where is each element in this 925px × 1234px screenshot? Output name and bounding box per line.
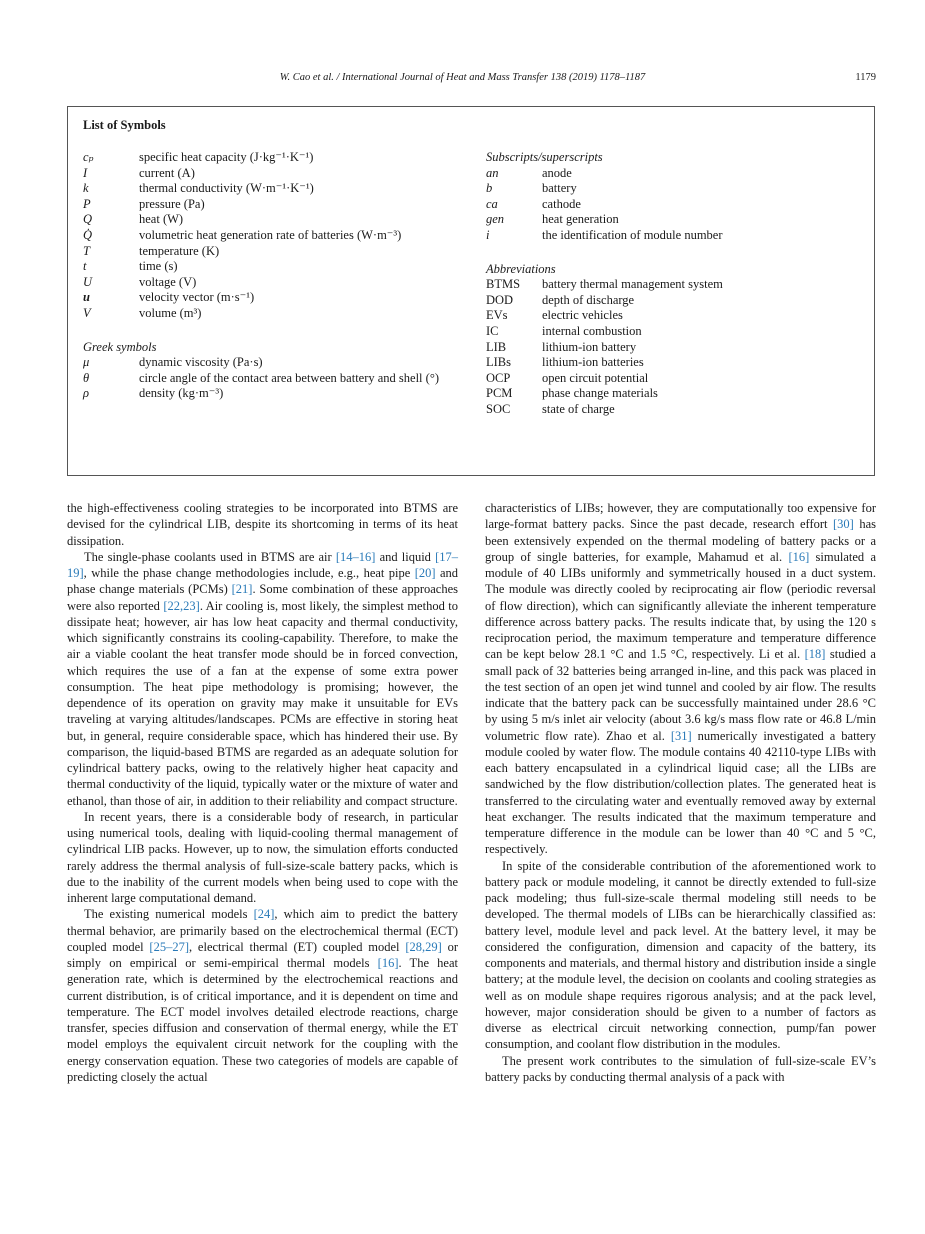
abbreviations-list [486,277,861,417]
citation-link[interactable]: [16] [377,956,399,970]
citation-link[interactable]: [17–19] [67,549,458,580]
list-of-symbols-box [67,106,875,476]
symbol-row [486,228,861,244]
body-paragraph: characteristics of LIBs; however, they are computationally too expensive for large-format battery packs. Since the past decade, research effort [30] has been extensively expended on the thermal modeling of battery packs or a group of single batteries, for example, Mahamud et al. [16] simulated a module of 40 LIBs uniformly and symmetrically housed in a duct system. The module was directly cooled by reciprocating air flow (periodic reversal of flow direction), which can significantly alleviate the inherent temperature difference across battery packs. The results indicate that, by using the 120 s reciprocation period, the maximum temperature and temperature difference can be kept below 28.1 °C and 1.5 °C, respectively. Li et al. [18] studied a small pack of 32 batteries being arranged in-line, and this pack was placed in the test section of an open jet wind tunnel and cooled by air flow. The results indicate that the battery pack can be successfully maintained under 28.6 °C by using 5 m/s inlet air velocity (about 3.6 kg/s mass flow rate or 46.8 L/min volumetric flow rate). Zhao et al. [31] numerically investigated a battery module cooled by water flow. The module contains 40 42110-type LIBs with each battery encapsulated in a cylindrical liquid case; all the LIBs are sandwiched by the flow distribution/collection plates. The generated heat is transferred to the circulating water and eventually removed away by external heat exchanger. The results indicated that the maximum temperature and temperature difference in the module can be lower than 40 °C and 5 °C, respectively. [485,501,877,857]
symbol-row [83,306,458,322]
body-paragraph: The existing numerical models [24], which aim to predict the battery thermal behavior, are primarily based on the electrochemical thermal (ECT) coupled model [25–27], electrical thermal (ET) coupled model [28,29] or simply on empirical or semi-empirical thermal models [16]. The heat generation rate, which is determined by the electrochemical reactions and current distribution, is of critical importance, and it is dependent on time and temperature. The ECT model involves detailed electrode reactions, charge transfer, species diffusion and conservation of thermal energy, while the ET model employs the equivalent circuit network for the coupling with the energy conservation equation. These two categories of models are capable of predicting closely the actual [67,907,458,1084]
symbol-term: an [486,165,499,180]
symbol-term: EVs [486,308,508,323]
symbol-row [83,150,458,166]
symbol-row [83,244,458,260]
running-header [0,72,925,88]
symbol-term: b [486,181,493,196]
symbol-row [486,386,861,402]
symbol-term: LIB [486,339,507,354]
symbol-description: density (kg·m⁻³) [139,386,224,401]
symbol-row [83,181,458,197]
symbol-description: volume (m³) [139,305,202,320]
symbol-description: state of charge [542,401,615,416]
symbol-term: Q̇ [83,227,93,242]
body-paragraph: In recent years, there is a considerable body of research, in particular using numerical tools, dealing with liquid-cooling thermal management of cylindrical LIB packs. However, up to now, the simulation efforts conducted rarely address the thermal analysis of full-size-scale battery packs, which is due to the inability of the current models when being used to cope with the inherent large computational demand. [67,809,458,905]
symbol-description: cathode [542,196,581,211]
symbol-description: the identification of module number [542,227,723,242]
symbol-row [83,290,458,306]
citation-link[interactable]: [24] [253,907,275,922]
symbol-description: battery thermal management system [542,277,723,292]
symbol-row [486,402,861,418]
body-paragraph: the high-effectiveness cooling strategies to be incorporated into BTMS are devised for the cylindrical LIB, despite its shortcoming in terms of its heat dissipation. [67,501,458,548]
citation-link[interactable]: [18] [804,647,826,662]
symbol-description: heat generation [542,212,619,227]
body-paragraph: The single-phase coolants used in BTMS are air [14–16] and liquid [17–19], while the phase change methodologies include, e.g., heat pipe [20] and phase change materials (PCMs) [21]. Some combination of these approaches were also reported [22,23]. Air cooling is, most likely, the simplest method to dissipate heat; however, air has low heat capacity and thermal conductivity, which significantly constrains its cooling-capability. Therefore, to make the air a viable coolant the heat transfer mode should be in forced convection, which requires the use of a fan at the expense of some extra power consumption. The heat pipe methodology is promising; however, the dependence of its operation on gravity may make it unsuitable for EVs traveling at varying altitudes/landscapes. PCMs are effective in storing heat but, in general, require considerable space, which has hindered their use. By comparison, the liquid-based BTMS are regarded as an adequate solution for cylindrical battery packs, owing to the relatively higher heat capacity and thermal conductivity of the liquid, typically water or the mixture of water and ethanol, than those of air, in addition to their reliability and compact structure. [67,549,459,808]
symbol-row [83,275,458,291]
symbol-row [486,293,861,309]
symbol-row [486,355,861,371]
citation-link[interactable]: [16] [788,549,810,564]
symbol-description: battery [542,181,577,196]
symbol-row [83,166,458,182]
symbol-term: k [83,181,89,196]
symbol-term: U [83,274,93,289]
body-left-column [67,500,458,1085]
page-number: 1179 [855,72,876,83]
symbol-row [486,340,861,356]
symbol-term: IC [486,323,499,338]
citation-link[interactable]: [21] [231,582,253,597]
symbol-description: time (s) [139,259,178,274]
symbol-description: voltage (V) [139,274,197,289]
symbol-description: electric vehicles [542,308,623,323]
symbol-description: volumetric heat generation rate of batteries (W·m⁻³) [139,227,402,242]
symbol-term: OCP [486,370,511,385]
symbol-term: Q [83,212,93,227]
symbols-right-column [486,150,861,418]
symbol-term: LIBs [486,355,511,370]
symbol-term: DOD [486,292,514,307]
symbol-row [83,197,458,213]
symbols-left-column [83,150,458,402]
symbol-term: BTMS [486,277,521,292]
symbol-description: internal combustion [542,323,642,338]
symbol-term: θ [83,370,90,385]
symbol-term: SOC [486,401,511,416]
symbol-term: u [83,290,90,305]
symbol-term: ca [486,196,498,211]
abbreviations-heading: Abbreviations [486,261,556,276]
symbol-term: i [486,227,490,242]
symbol-row [83,259,458,275]
main-symbols-list [83,150,458,322]
symbol-description: current (A) [139,165,195,180]
symbol-row [486,197,861,213]
symbol-description: phase change materials [542,386,658,401]
symbol-term: T [83,243,90,258]
subscripts-list [486,166,861,244]
citation-link[interactable]: [20] [414,566,436,580]
symbol-description: temperature (K) [139,243,220,258]
symbol-description: lithium-ion battery [542,339,637,354]
symbol-description: anode [542,165,572,180]
symbol-row [83,371,458,387]
symbol-row [83,386,458,402]
symbol-term: ρ [83,386,89,401]
symbol-row [83,355,458,371]
symbol-description: circle angle of the contact area between battery and shell (°) [139,370,439,385]
symbol-row [486,371,861,387]
citation-link[interactable]: [31] [670,728,692,743]
symbol-term: t [83,259,87,274]
symbol-term: gen [486,212,505,227]
symbol-description: dynamic viscosity (Pa·s) [139,355,263,370]
symbol-term: I [83,165,88,180]
symbol-description: depth of discharge [542,292,635,307]
body-paragraph: In spite of the considerable contribution of the aforementioned work to battery pack or module modeling, it cannot be directly extended to full-size pack modeling; thus full-size-scale thermal modeling still needs to be developed. The thermal models of LIBs can be hierarchically classified as: battery level, module level and pack level. At the battery level, it may be considered the configuration, dimension and capacity of the battery, its components and materials, and thermal history and distribution inside a single battery; at the module level, the decision on coolants and cooling strategies as well as on module shape requires rigorous analysis; and at the pack level, however, major consideration should be given to a number of factors as diverse as electrical circuit networking connection, pump/fan power consumption, and coolant flow distribution in the modules. [485,858,876,1052]
citation-link[interactable]: [25–27] [149,939,189,954]
symbol-description: specific heat capacity (J·kg⁻¹·K⁻¹) [139,150,314,164]
symbol-row [486,308,861,324]
journal-citation: W. Cao et al. / International Journal of Heat and Mass Transfer 138 (2019) 1178–1187 [279,72,646,83]
symbol-description: velocity vector (m·s⁻¹) [139,290,255,305]
body-right-column [485,500,876,1085]
symbol-description: open circuit potential [542,370,649,385]
greek-symbols-list [83,355,458,402]
citation-link[interactable]: [30] [833,517,854,532]
symbol-term: V [83,305,91,320]
citation-link[interactable]: [22,23] [163,598,200,613]
citation-link[interactable]: [28,29] [405,939,442,954]
symbol-description: heat (W) [139,212,184,227]
symbol-row [83,228,458,244]
body-paragraph: The present work contributes to the simulation of full-size-scale EV’s battery packs by conducting thermal analysis of a pack with [485,1053,876,1084]
symbol-description: thermal conductivity (W·m⁻¹·K⁻¹) [139,181,314,196]
symbol-description: lithium-ion batteries [542,355,644,370]
subscripts-heading: Subscripts/superscripts [486,150,603,164]
citation-link[interactable]: [14–16] [335,549,376,564]
symbol-row [83,212,458,228]
symbol-description: pressure (Pa) [139,196,205,211]
symbol-row [486,277,861,293]
symbols-title: List of Symbols [83,118,166,132]
symbol-row [486,166,861,182]
symbol-term: P [83,196,91,211]
symbol-row [486,212,861,228]
symbol-row [486,181,861,197]
symbol-term: μ [83,355,90,370]
greek-symbols-heading: Greek symbols [83,339,157,354]
symbol-row [486,324,861,340]
symbol-term: PCM [486,386,513,401]
symbol-term: cₚ [83,150,94,164]
